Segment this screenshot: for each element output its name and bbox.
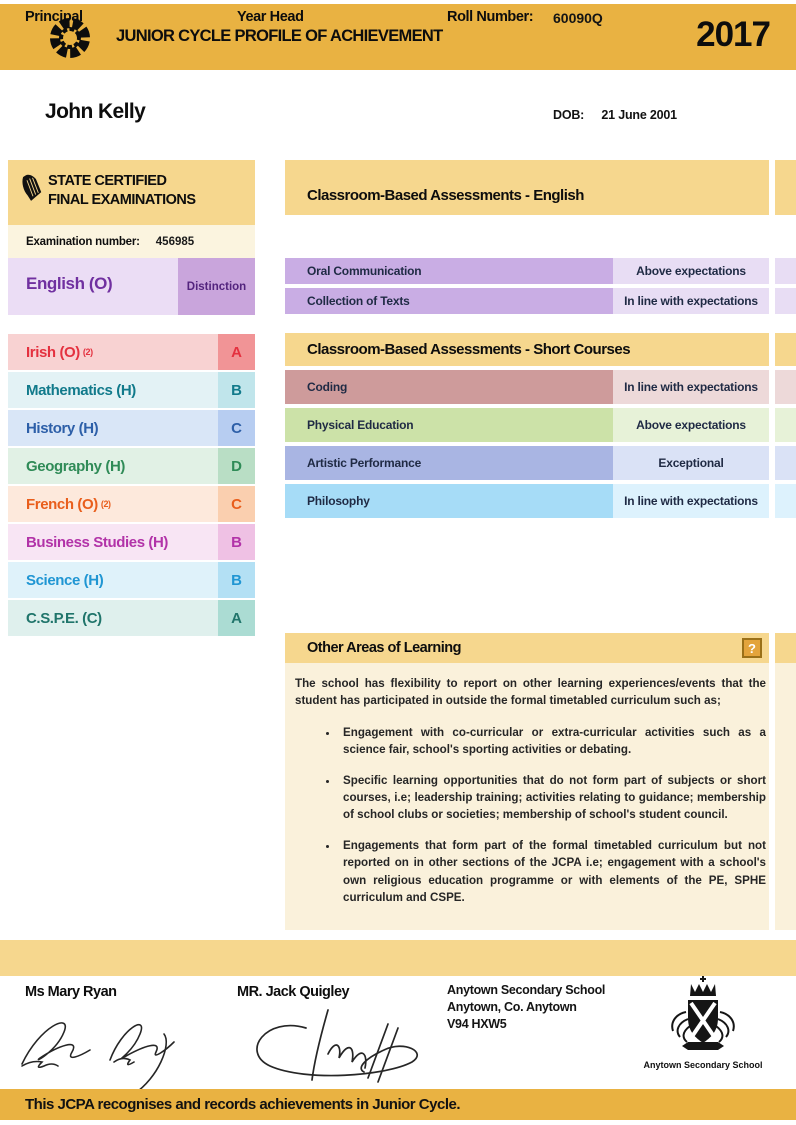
grade-badge: A <box>218 334 255 370</box>
year-label: 2017 <box>696 15 770 54</box>
page-title: JUNIOR CYCLE PROFILE OF ACHIEVEMENT <box>116 26 443 45</box>
school-address <box>447 982 605 1033</box>
cba-short-title: Classroom-Based Assessments - Short Courses <box>307 341 631 358</box>
assessment-result: In line with expectations <box>624 494 758 508</box>
footer-band <box>0 940 796 976</box>
page-right-gutter <box>769 150 775 935</box>
other-areas-body <box>285 663 796 930</box>
assessment-row <box>285 288 796 314</box>
exam-number-value: 456985 <box>155 235 195 248</box>
subject-row <box>8 562 255 598</box>
principal-name: Ms Mary Ryan <box>25 984 117 1000</box>
bottom-bar-text: This JCPA recognises and records achievements in Junior Cycle. <box>25 1096 460 1113</box>
school-address-line: Anytown Secondary School <box>447 983 606 997</box>
exams-section-title: STATE CERTIFIED FINAL EXAMINATIONS <box>48 173 196 208</box>
subject-name: English (O) <box>26 274 113 293</box>
header-band <box>0 4 796 70</box>
assessment-label: Artistic Performance <box>285 446 613 480</box>
dob-row <box>553 108 677 122</box>
assessment-result: Exceptional <box>658 456 724 470</box>
bottom-bar <box>0 1089 796 1120</box>
school-address-line: Anytown, Co. Anytown <box>447 999 577 1014</box>
assessment-label: Collection of Texts <box>285 288 613 314</box>
principal-label: Principal <box>25 9 83 25</box>
assessment-row <box>285 258 796 284</box>
assessment-label: Physical Education <box>285 408 613 442</box>
roll-number-value: 60090Q <box>553 10 603 26</box>
assessment-result: In line with expectations <box>624 380 758 394</box>
assessment-result: Above expectations <box>636 264 746 278</box>
grade-badge: C <box>218 410 255 446</box>
subject-row <box>8 372 255 408</box>
assessment-label: Oral Communication <box>285 258 613 284</box>
year-head-label: Year Head <box>237 9 304 25</box>
assessment-result: In line with expectations <box>624 294 758 308</box>
student-name: John Kelly <box>45 100 146 123</box>
assessment-result: Above expectations <box>636 418 746 432</box>
assessment-row <box>285 408 796 442</box>
other-areas-bullet-list <box>325 724 766 907</box>
grade-badge: C <box>218 486 255 522</box>
subject-row-english <box>8 258 255 315</box>
help-icon[interactable]: ? <box>742 638 762 658</box>
subject-name: French (O) (2) <box>26 495 111 513</box>
principal-signature <box>14 1000 204 1096</box>
subject-name: History (H) <box>26 419 99 437</box>
school-address-line: V94 HXW5 <box>447 1016 507 1031</box>
grade-badge: B <box>218 524 255 560</box>
subject-name: Geography (H) <box>26 457 125 475</box>
other-areas-intro: The school has flexibility to report on other learning experiences/events that the student has participated in outside the formal timetabled curriculum such as; <box>295 677 766 708</box>
exams-section-header <box>8 160 255 225</box>
subject-row <box>8 524 255 560</box>
exam-number-label: Examination number: <box>26 235 140 248</box>
subject-name: Mathematics (H) <box>26 381 136 399</box>
subject-row <box>8 486 255 522</box>
assessment-label: Coding <box>285 370 613 404</box>
cba-english-title: Classroom-Based Assessments - English <box>307 187 584 204</box>
other-areas-bullet: • Specific learning opportunities that do not form part of subjects or short courses, i.e; leadership training; activities relating to guidance; membership of school clubs or societies; membership of school's student council. <box>339 772 766 824</box>
grade-badge: D <box>218 448 255 484</box>
exam-subject-list <box>8 334 255 638</box>
year-head-name: MR. Jack Quigley <box>237 984 350 1000</box>
subject-name: Science (H) <box>26 571 104 589</box>
grade-badge: Distinction <box>178 258 255 315</box>
other-areas-header <box>285 633 796 663</box>
cba-short-header <box>285 333 796 366</box>
school-crest <box>662 974 744 1058</box>
dob-value: 21 June 2001 <box>601 108 677 122</box>
other-areas-title: Other Areas of Learning <box>307 640 461 656</box>
cba-english-header <box>285 160 796 215</box>
subject-name: C.S.P.E. (C) <box>26 609 102 627</box>
dob-label: DOB: <box>553 108 585 122</box>
other-areas-bullet: • Engagements that form part of the formal timetabled curriculum but not reported on in other sections of the JCPA i.e; engagement with a school's own religious education programme or with elements of the PE, SPHE curriculum and CSPE. <box>339 837 766 907</box>
assessment-row <box>285 484 796 518</box>
roll-number-label: Roll Number: <box>447 9 534 25</box>
subject-row <box>8 448 255 484</box>
assessment-row <box>285 370 796 404</box>
grade-badge: A <box>218 600 255 636</box>
other-areas-bullet: • Engagement with co-curricular or extra-curricular activities such as a science fair, school's sporting activities or debating. <box>339 724 766 759</box>
assessment-row <box>285 446 796 480</box>
subject-name: Business Studies (H) <box>26 533 169 551</box>
grade-badge: B <box>218 562 255 598</box>
assessment-label: Philosophy <box>285 484 613 518</box>
exam-number-row <box>8 225 255 258</box>
subject-row <box>8 600 255 636</box>
year-head-signature <box>236 1002 436 1094</box>
grade-badge: B <box>218 372 255 408</box>
crest-caption: Anytown Secondary School <box>643 1060 763 1070</box>
subject-row <box>8 334 255 370</box>
subject-row <box>8 410 255 446</box>
subject-name: Irish (O) (2) <box>26 343 93 361</box>
harp-icon <box>20 172 46 204</box>
